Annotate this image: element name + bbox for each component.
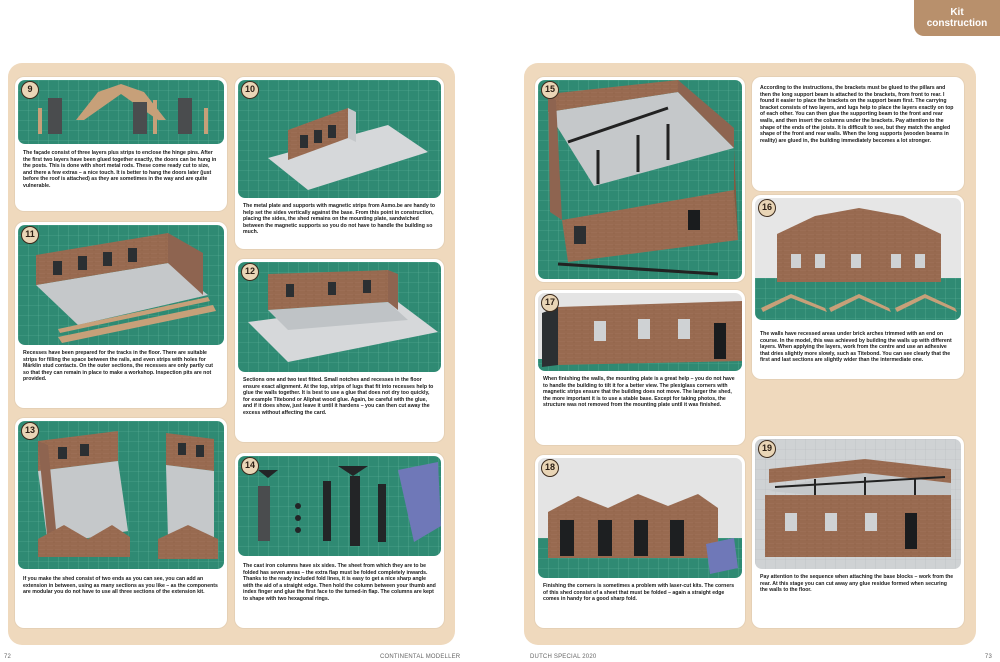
step-photo-17 — [538, 293, 742, 371]
step-card-17 — [535, 290, 745, 445]
step-number-badge: 19 — [758, 440, 776, 458]
step-photo-13 — [18, 421, 224, 569]
step-photo-9 — [18, 80, 224, 144]
step-number-badge: 13 — [21, 422, 39, 440]
step-caption-12: Sections one and two test fitted. Small notches and recesses in the floor ensure exact alignment. At the top, strips of lugs that fit into recesses help to glue the walls together. It is best to use a glue that does not dry too quickly, for example Titebond or Aliphat wood glue. Again, be careful with the glue, and if it does show, just leave it until it hardens – you can then cut away the excess without affecting the card. — [243, 377, 434, 416]
left-page-number: 72 — [4, 654, 12, 660]
section-tab — [914, 0, 1000, 36]
step-photo-15 — [538, 80, 742, 279]
step-caption-13: If you make the shed consist of two ends as you can see, you can add an extension in between, using as many sections as you like – as the components are modular you do not have to use all three sections of the extension kit. — [23, 576, 218, 596]
step-card-10 — [235, 77, 444, 249]
step-card-19 — [752, 436, 964, 628]
right-page — [500, 0, 1000, 662]
step-card-15 — [535, 77, 745, 282]
step-caption-11: Recesses have been prepared for the tracks in the floor. There are suitable strips for filling the space between the rails, and even strips with holes for Märklin stud contacts. On the outer sections, the recesses are only partly cut so that they can remain in place to make a workshop. Inspection pits are not provided. — [23, 350, 213, 383]
step-card-11 — [15, 222, 227, 408]
step-number-badge: 14 — [241, 457, 259, 475]
step-caption-10: The metal plate and supports with magnetic strips from Asmo.be are handy to help set the sides vertically against the base. From this point in construction, placing the sides, the shed remains on the mounting plate, sandwiched between the magnetic supports so you do not have to handle the building so much. — [243, 203, 436, 236]
step-caption-17: When finishing the walls, the mounting plate is a great help – you do not have to handle the building to tilt it for a better view. The plexiglass corners with magnetic strips ensure that the building does not move. The larger the shed, the more important it is to use a stable base. Except for taking photos, the structure was not removed from the mounting plate until it was finished. — [543, 376, 735, 409]
step-card-13 — [15, 418, 227, 628]
right-publication-name: DUTCH SPECIAL 2020 — [530, 654, 597, 660]
step-card-9 — [15, 77, 227, 211]
step-number-badge: 10 — [241, 81, 259, 99]
step-card-12 — [235, 259, 444, 442]
step-card-16 — [752, 195, 964, 379]
section-tab-label: Kit construction — [926, 7, 988, 29]
step-number-badge: 15 — [541, 81, 559, 99]
step-caption-15: According to the instructions, the brackets must be glued to the pillars and then the long support beam is attached to the brackets, from front to rear. I found it easier to place the brackets on the support beam first. The carrying bracket consists of two layers, and lugs help to place the layers exactly on top of each other. You can then glue the supporting beam to the front and rear walls, and then insert the columns under the brackets. Pay attention to the shape of the ends of the joists. It is difficult to see, but they match the angled shape of the front and rear walls. When the long supports (wooden beams in reality) are glued in, the building immediately becomes a lot stronger. — [760, 85, 954, 144]
step-photo-16 — [755, 198, 961, 320]
step-caption-16: The walls have recessed areas under brick arches trimmed with an end on course. In the model, this was achieved by building the walls up with different layers. When applying the layers, work from the centre and use an adhesive that dries slightly more slowly, such as Titebond. You can see clearly that the first and last sections are slightly wider than the intermediate one. — [760, 331, 952, 364]
right-page-number: 73 — [984, 654, 992, 660]
step-number-badge: 12 — [241, 263, 259, 281]
step-caption-18: Finishing the corners is sometimes a problem with laser-cut kits. The corners of this shed consist of a sheet that must be folded – again a straight edge comes in handy for a good sharp fold. — [543, 583, 735, 603]
step-number-badge: 18 — [541, 459, 559, 477]
step-photo-19 — [755, 439, 961, 569]
step-photo-11 — [18, 225, 224, 345]
left-publication-name: CONTINENTAL MODELLER — [380, 654, 461, 660]
step-number-badge: 17 — [541, 294, 559, 312]
step-photo-14 — [238, 456, 441, 556]
step-caption-9: The façade consist of three layers plus strips to enclose the hinge pins. After the first two layers have been glued together exactly, the doors can be hung in the posts. This is done with short metal rods. These come ready cut to size, and there a few extras – a nice touch. It is better to hang the doors later (just before the roof is attached) as they are sometimes in the way and are quite vulnerable. — [23, 150, 217, 189]
step-caption-card-15 — [752, 77, 964, 191]
step-number-badge: 11 — [21, 226, 39, 244]
step-number-badge: 16 — [758, 199, 776, 217]
step-caption-14: The cast iron columns have six sides. The sheet from which they are to be folded has seven areas – the extra flap must be folded completely inwards. Thanks to the ready included fold lines, it is easy to get a nice sharp angle with the aid of a straight edge. Then hold the column between your thumb and index finger and glue the first face to the turned-in flap. The columns are kept to shape with two hexagonal rings. — [243, 563, 436, 602]
step-photo-10 — [238, 80, 441, 198]
step-photo-18 — [538, 458, 742, 578]
step-number-badge: 9 — [21, 81, 39, 99]
step-photo-12 — [238, 262, 441, 372]
step-caption-19: Pay attention to the sequence when attaching the base blocks – work from the rear. At this stage you can cut away any glue residue formed when securing the walls to the floor. — [760, 574, 954, 594]
step-card-18 — [535, 455, 745, 628]
step-card-14 — [235, 453, 444, 628]
